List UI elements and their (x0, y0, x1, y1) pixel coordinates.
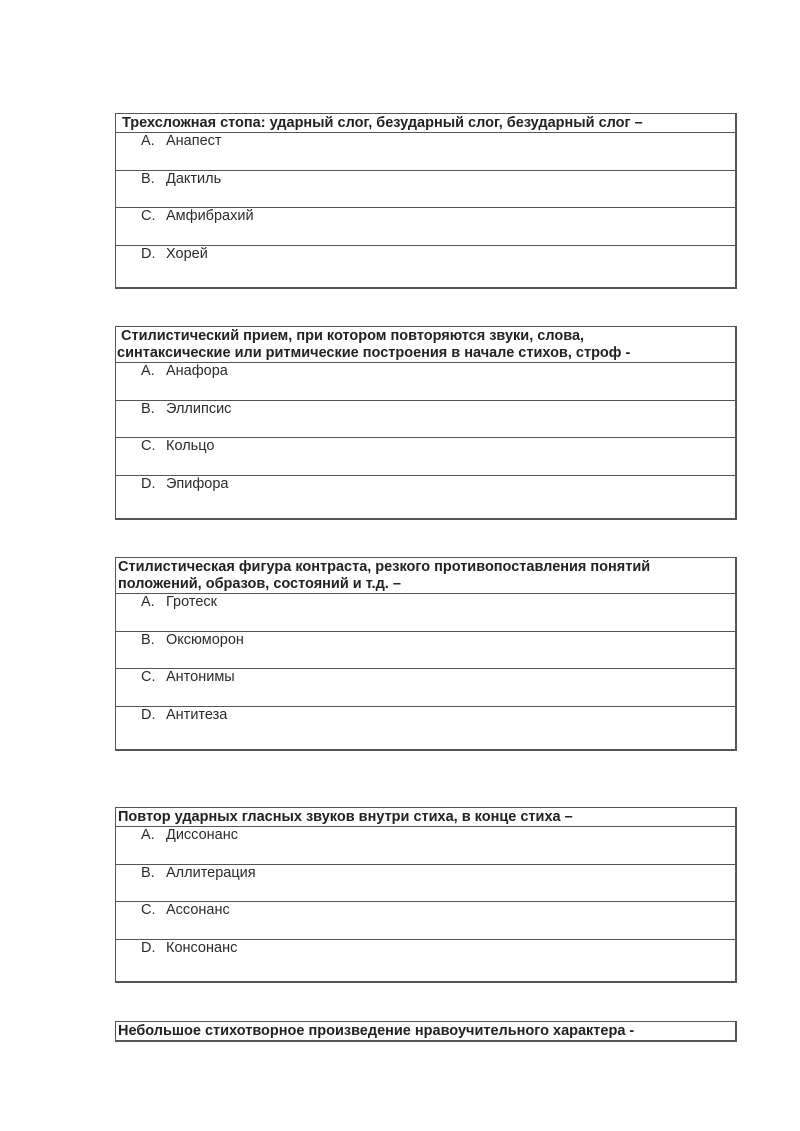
question-block-2 (115, 326, 737, 520)
answer-option-c[interactable] (116, 669, 735, 707)
answer-option-d[interactable] (116, 940, 735, 978)
option-text: Антонимы (166, 669, 235, 685)
answer-option-c[interactable] (116, 438, 735, 476)
option-text: Ассонанс (166, 902, 230, 918)
option-text: Эллипсис (166, 400, 232, 417)
option-text: Анапест (166, 133, 222, 149)
question-block-3 (115, 557, 737, 751)
option-letter: C. (141, 438, 156, 454)
option-letter: B. (141, 400, 155, 417)
option-text: Дактиль (166, 170, 222, 187)
option-letter: D. (141, 706, 156, 723)
option-text: Диссонанс (166, 827, 238, 843)
option-text: Хорей (166, 245, 208, 262)
answer-option-b[interactable] (116, 401, 735, 439)
answer-option-c[interactable] (116, 208, 735, 246)
option-letter: B. (141, 170, 155, 187)
option-letter: D. (141, 939, 156, 956)
question-text: Трехсложная стопа: ударный слог, безударный слог, безударный слог – (116, 114, 735, 133)
option-text: Консонанс (166, 939, 238, 956)
answer-option-b[interactable] (116, 865, 735, 903)
answer-option-d[interactable] (116, 246, 735, 284)
question-text (116, 558, 735, 594)
option-text: Оксюморон (166, 631, 244, 648)
option-letter: C. (141, 669, 156, 685)
question-text-line-1: Стилистическая фигура контраста, резкого противопоставления понятий (118, 559, 651, 575)
answer-option-a[interactable] (116, 363, 735, 401)
option-letter: A. (141, 133, 155, 149)
option-text: Аллитерация (166, 864, 256, 881)
option-text: Анафора (166, 363, 228, 379)
option-text: Амфибрахий (166, 208, 254, 224)
question-block-4 (115, 807, 737, 983)
question-text-line-1: Стилистический прием, при котором повторяются звуки, слова, (121, 328, 585, 344)
option-letter: D. (141, 475, 156, 492)
answer-option-c[interactable] (116, 902, 735, 940)
option-letter: B. (141, 631, 155, 648)
option-letter: A. (141, 594, 155, 610)
option-letter: C. (141, 902, 156, 918)
question-text: Повтор ударных гласных звуков внутри стиха, в конце стиха – (116, 808, 735, 827)
option-text: Гротеск (166, 594, 217, 610)
option-letter: A. (141, 827, 155, 843)
answer-option-d[interactable] (116, 476, 735, 514)
question-text (116, 327, 735, 363)
answer-option-a[interactable] (116, 133, 735, 171)
answer-option-b[interactable] (116, 632, 735, 670)
option-text: Эпифора (166, 475, 229, 492)
answer-option-a[interactable] (116, 827, 735, 865)
answer-option-a[interactable] (116, 594, 735, 632)
answer-option-b[interactable] (116, 171, 735, 209)
option-text: Кольцо (166, 438, 215, 454)
option-letter: B. (141, 864, 155, 881)
question-block-5 (115, 1021, 737, 1042)
answer-option-d[interactable] (116, 707, 735, 745)
option-letter: A. (141, 363, 155, 379)
question-text-line-2: синтаксические или ритмические построения в начале стихов, строф - (117, 345, 631, 361)
question-text: Небольшое стихотворное произведение нравоучительного характера - (118, 1023, 635, 1039)
option-text: Антитеза (166, 706, 228, 723)
option-letter: C. (141, 208, 156, 224)
question-block-1 (115, 113, 737, 289)
question-text-line-2: положений, образов, состояний и т.д. – (118, 576, 401, 592)
option-letter: D. (141, 245, 156, 262)
